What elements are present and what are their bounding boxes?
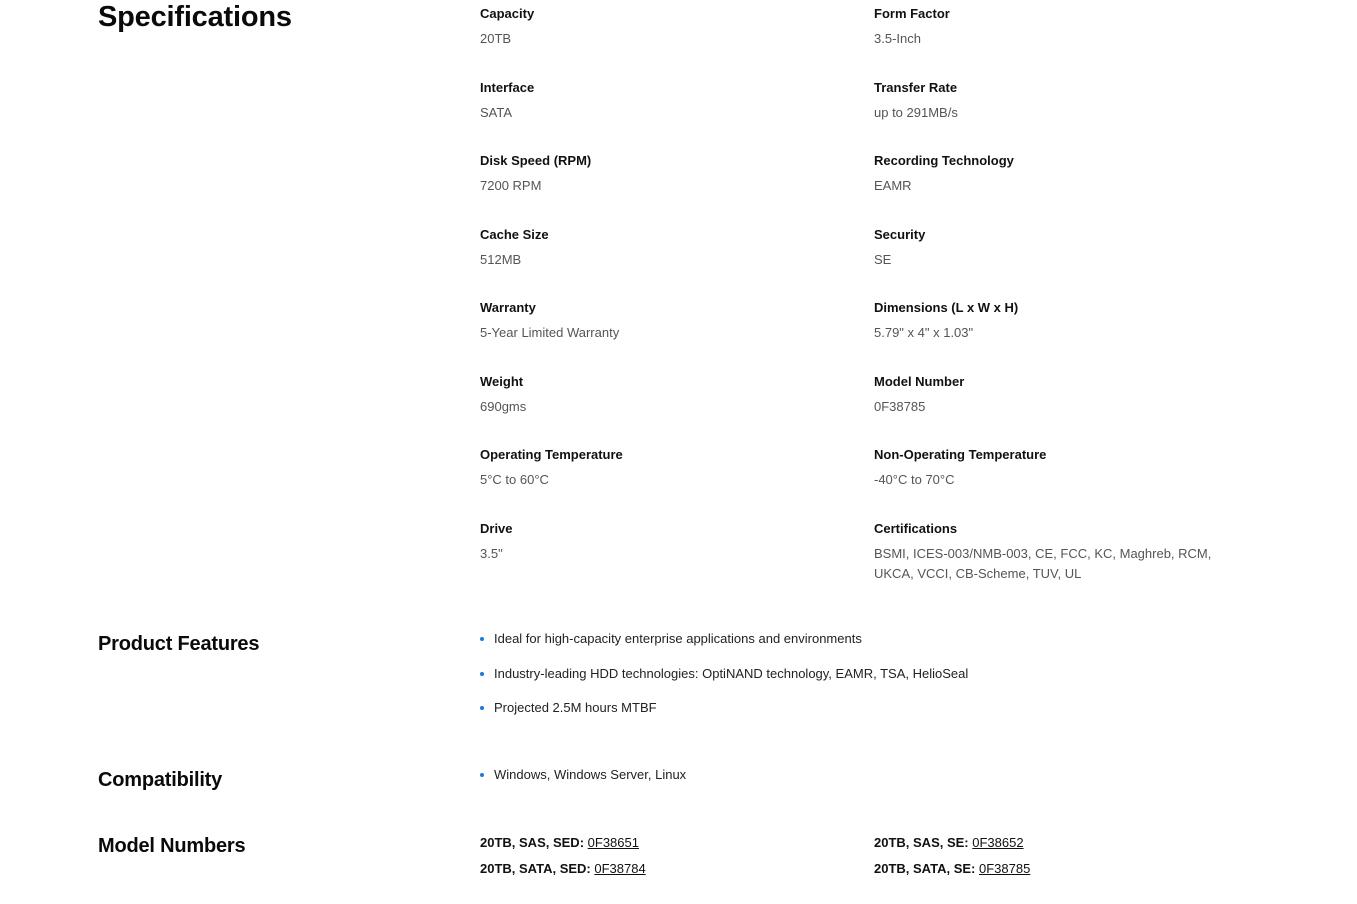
list-item: [480, 767, 686, 783]
model-entry: [874, 835, 1024, 851]
spec-value: 5-Year Limited Warranty: [480, 325, 620, 340]
list-item: [480, 700, 968, 716]
spec-label: Recording Technology: [874, 153, 1014, 168]
model-number-link[interactable]: 0F38784: [594, 861, 646, 876]
compatibility-list: [480, 767, 686, 783]
feature-text: Ideal for high-capacity enterprise applications and environments: [494, 631, 862, 646]
model-numbers-heading: Model Numbers: [98, 835, 246, 857]
list-item: [480, 666, 968, 682]
spec-warranty: [480, 300, 860, 343]
spec-value: 512MB: [480, 252, 522, 267]
spec-label: Cache Size: [480, 227, 549, 242]
spec-label: Transfer Rate: [874, 80, 958, 95]
spec-label: Drive: [480, 521, 513, 536]
spec-value: EAMR: [874, 178, 912, 193]
model-label: 20TB, SAS, SE:: [874, 835, 969, 850]
bullet-icon: [480, 706, 484, 710]
bullet-icon: [480, 773, 484, 777]
spec-value: 0F38785: [874, 399, 926, 414]
model-number-link[interactable]: 0F38651: [587, 835, 639, 850]
compatibility-text: Windows, Windows Server, Linux: [494, 767, 687, 782]
spec-label: Non-Operating Temperature: [874, 447, 1047, 462]
spec-label: Interface: [480, 80, 535, 95]
spec-interface: [480, 80, 860, 123]
spec-value: up to 291MB/s: [874, 105, 958, 120]
spec-value: SE: [874, 252, 892, 267]
spec-weight: [480, 374, 860, 417]
spec-label: Model Number: [874, 374, 965, 389]
spec-label: Operating Temperature: [480, 447, 623, 462]
spec-value: 5°C to 60°C: [480, 472, 549, 487]
spec-capacity: [480, 6, 860, 49]
spec-label: Warranty: [480, 300, 536, 315]
compatibility-heading: Compatibility: [98, 769, 223, 791]
model-label: 20TB, SAS, SED:: [480, 835, 585, 850]
product-features-heading: Product Features: [98, 633, 260, 655]
spec-non-operating-temperature: [874, 447, 1239, 490]
spec-label: Dimensions (L x W x H): [874, 300, 1019, 315]
model-entry: [480, 835, 639, 851]
bullet-icon: [480, 637, 484, 641]
spec-dimensions: [874, 300, 1239, 343]
spec-value: 3.5": [480, 546, 503, 561]
spec-label: Capacity: [480, 6, 535, 21]
spec-label: Disk Speed (RPM): [480, 153, 592, 168]
feature-text: Industry-leading HDD technologies: OptiNAND technology, EAMR, TSA, HelioSeal: [494, 666, 969, 681]
spec-disk-speed: [480, 153, 860, 196]
spec-value: 3.5-Inch: [874, 31, 921, 46]
model-label: 20TB, SATA, SED:: [480, 861, 591, 876]
spec-label: Weight: [480, 374, 524, 389]
bullet-icon: [480, 672, 484, 676]
model-number-link[interactable]: 0F38785: [979, 861, 1031, 876]
spec-certifications: [874, 521, 1239, 584]
model-label: 20TB, SATA, SE:: [874, 861, 976, 876]
spec-drive: [480, 521, 860, 564]
spec-value: 690gms: [480, 399, 527, 414]
list-item: [480, 631, 968, 647]
feature-text: Projected 2.5M hours MTBF: [494, 700, 657, 715]
spec-value: 5.79" x 4" x 1.03": [874, 325, 974, 340]
spec-value: -40°C to 70°C: [874, 472, 955, 487]
spec-operating-temperature: [480, 447, 860, 490]
spec-security: [874, 227, 1239, 270]
spec-label: Security: [874, 227, 926, 242]
spec-form-factor: [874, 6, 1239, 49]
features-list: [480, 631, 968, 716]
model-number-link[interactable]: 0F38652: [972, 835, 1024, 850]
spec-value: BSMI, ICES-003/NMB-003, CE, FCC, KC, Maghreb, RCM, UKCA, VCCI, CB-Scheme, TUV, UL: [874, 546, 1212, 581]
specifications-heading: Specifications: [98, 1, 292, 33]
model-entry: [480, 861, 646, 877]
spec-model-number: [874, 374, 1239, 417]
spec-recording-technology: [874, 153, 1239, 196]
spec-label: Form Factor: [874, 6, 950, 21]
model-entry: [874, 861, 1030, 877]
spec-value: 7200 RPM: [480, 178, 542, 193]
spec-transfer-rate: [874, 80, 1239, 123]
spec-value: 20TB: [480, 31, 512, 46]
spec-cache-size: [480, 227, 860, 270]
spec-label: Certifications: [874, 521, 958, 536]
spec-value: SATA: [480, 105, 513, 120]
